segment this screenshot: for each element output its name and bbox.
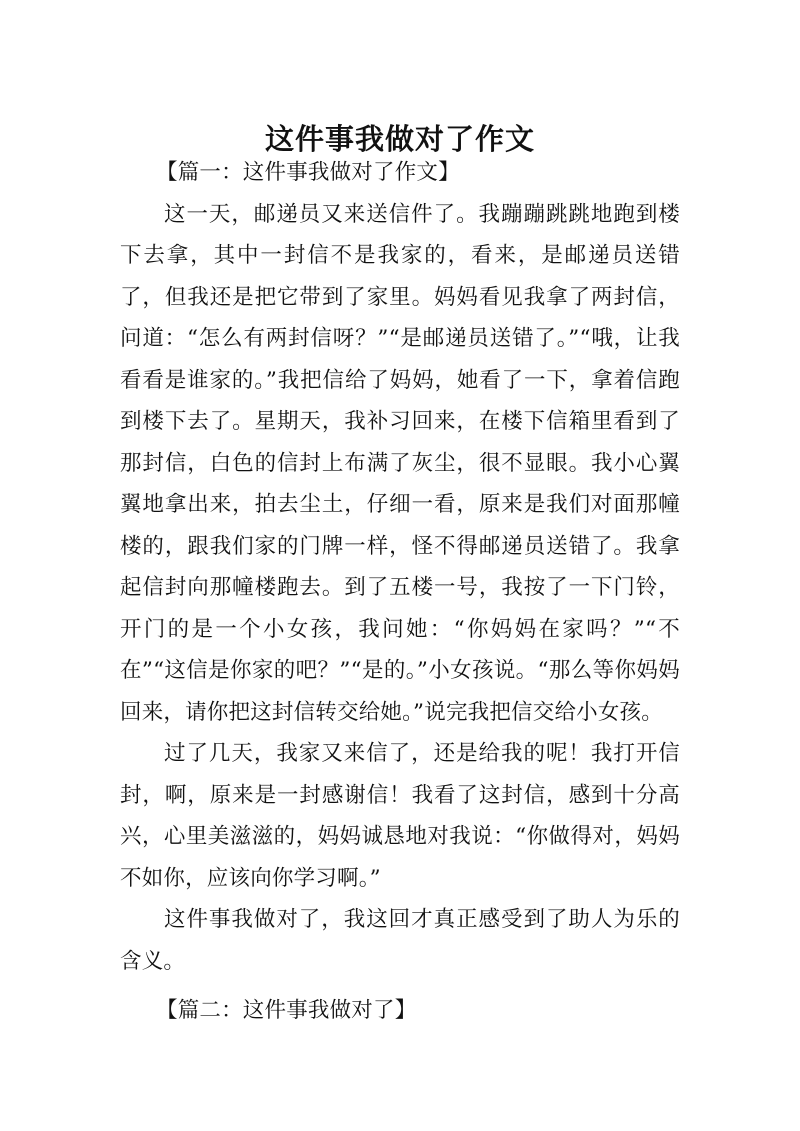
paragraph-2: 过了几天，我家又来信了，还是给我的呢！我打开信封，啊，原来是一封感谢信！我看了这封信，感到十分高兴，心里美滋滋的，妈妈诚恳地对我说：“你做得对，妈妈不如你，应该向你学习啊。” bbox=[120, 741, 680, 891]
paragraph-3: 这件事我做对了，我这回才真正感受到了助人为乐的含义。 bbox=[120, 907, 680, 974]
section-heading-2: 【篇二：这件事我做对了】 bbox=[156, 998, 417, 1023]
document-body bbox=[120, 152, 680, 1032]
paragraph-1: 这一天，邮递员又来送信件了。我蹦蹦跳跳地跑到楼下去拿，其中一封信不是我家的，看来，是邮递员送错了，但我还是把它带到了家里。妈妈看见我拿了两封信，问道：“怎么有两封信呀？”“是邮递员送错了。”“哦，让我看看是谁家的。”我把信给了妈妈，她看了一下，拿着信跑到楼下去了。星期天，我补习回来，在楼下信箱里看到了那封信，白色的信封上布满了灰尘，很不显眼。我小心翼翼地拿出来，拍去尘土，仔细一看，原来是我们对面那幢楼的，跟我们家的门牌一样，怪不得邮递员送错了。我拿起信封向那幢楼跑去。到了五楼一号，我按了一下门铃，开门的是一个小女孩，我问她：“你妈妈在家吗？”“不在”“这信是你家的吧？”“是的。”小女孩说。“那么等你妈妈回来，请你把这封信转交给她。”说完我把信交给小女孩。 bbox=[120, 201, 680, 725]
document-title: 这件事我做对了作文 bbox=[264, 122, 535, 157]
section-heading-1: 【篇一：这件事我做对了作文】 bbox=[156, 160, 460, 185]
